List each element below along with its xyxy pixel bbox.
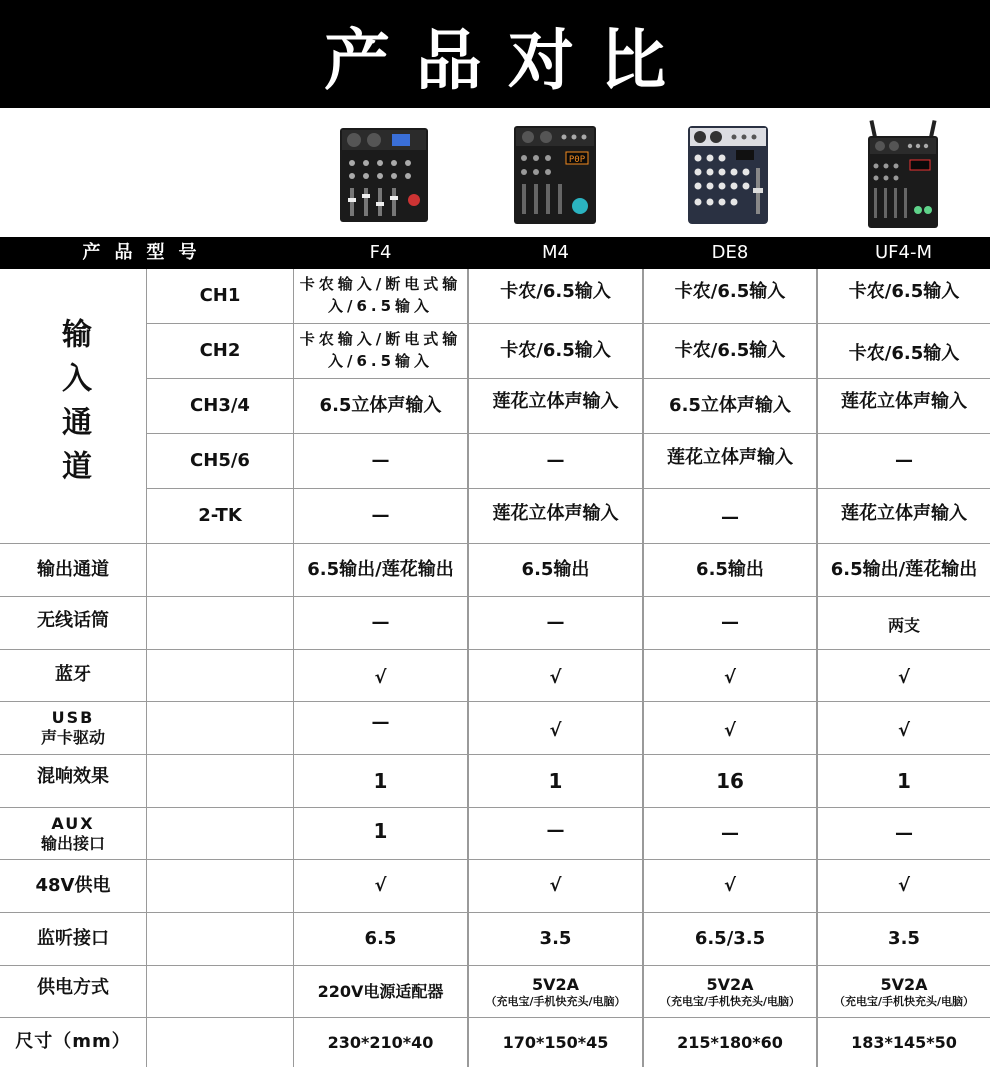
usb-label-line1: USB: [51, 708, 95, 727]
usb-label-stack: [41, 708, 105, 748]
cell-usb-f4: —: [371, 711, 390, 733]
power-m4-value: 5V2A: [531, 974, 579, 994]
cell-power-uf4m: [818, 966, 990, 1017]
title-banner: [0, 0, 990, 108]
cell-output-uf4m: 6.5输出/莲花输出: [830, 558, 978, 580]
cell-size-m4: 170*150*45: [502, 1032, 609, 1052]
cell-monitor-de8: 6.5/3.5: [694, 927, 766, 949]
cell-aux-m4: —: [546, 819, 565, 841]
row-label-power: 供电方式: [37, 976, 109, 998]
power-uf4m-stack: [834, 975, 974, 1009]
cell-ch1-m4: 卡农/6.5输入: [500, 280, 611, 302]
aux-label-line2: 输出接口: [40, 833, 105, 853]
row-label-reverb: 混响效果: [37, 765, 109, 787]
row-label-aux: [0, 808, 146, 859]
power-m4-note: （充电宝/手机快充头/电脑）: [485, 994, 626, 1008]
model-label: 产品型号: [82, 242, 211, 263]
cell-monitor-m4: 3.5: [539, 927, 572, 949]
cell-ch56-de8: 莲花立体声输入: [667, 446, 793, 468]
cell-size-f4: 230*210*40: [327, 1032, 434, 1052]
power-de8-note: （充电宝/手机快充头/电脑）: [659, 994, 801, 1008]
cell-bluetooth-de8: √: [723, 667, 736, 689]
cell-ch34-de8: 6.5立体声输入: [669, 394, 791, 416]
cell-output-m4: 6.5输出: [521, 558, 590, 580]
cell-ch56-m4: —: [546, 449, 565, 471]
row-label-ch1: CH1: [199, 284, 241, 306]
row-label-bluetooth: 蓝牙: [55, 664, 91, 686]
cell-bluetooth-f4: √: [374, 667, 387, 689]
row-label-usb: [0, 702, 146, 754]
cell-48v-f4: √: [374, 874, 387, 896]
cell-monitor-uf4m: 3.5: [888, 927, 920, 949]
aux-label-line1: AUX: [51, 813, 95, 833]
row-label-ch34: CH3/4: [190, 394, 250, 416]
product-image-de8: [686, 118, 770, 228]
usb-label-line2: 声卡驱动: [40, 728, 105, 747]
cell-bluetooth-uf4m: √: [897, 667, 910, 689]
power-m4-stack: [485, 975, 625, 1009]
cell-monitor-f4: 6.5: [364, 927, 397, 949]
cell-aux-de8: —: [721, 822, 739, 844]
cell-reverb-de8: 16: [716, 768, 744, 793]
cell-usb-de8: √: [723, 719, 736, 741]
power-uf4m-value: 5V2A: [880, 974, 928, 994]
cell-reverb-m4: 1: [548, 768, 563, 793]
cell-ch2-m4: 卡农/6.5输入: [500, 339, 611, 361]
model-de8: DE8: [711, 242, 749, 263]
svg-text:P0P: P0P: [568, 155, 586, 165]
product-image-uf4m: [866, 118, 940, 228]
row-label-output: 输出通道: [37, 558, 109, 580]
cell-ch34-uf4m: 莲花立体声输入: [841, 390, 967, 412]
cell-ch2-de8: 卡农/6.5输入: [674, 339, 786, 361]
cell-ch1-de8: 卡农/6.5输入: [674, 280, 786, 302]
input-group-text: 输入通道: [56, 318, 91, 494]
cell-wireless-de8: —: [721, 611, 739, 633]
product-image-f4: [336, 118, 432, 228]
power-uf4m-note: （充电宝/手机快充头/电脑）: [833, 994, 975, 1008]
cell-usb-m4: √: [549, 719, 562, 741]
model-m4: M4: [542, 242, 569, 263]
power-de8-stack: [660, 975, 800, 1009]
input-channel-group-label: [0, 269, 146, 543]
cell-output-f4: 6.5输出/莲花输出: [307, 558, 454, 580]
cell-ch1-uf4m: 卡农/6.5输入: [848, 280, 960, 302]
cell-48v-de8: √: [723, 874, 736, 896]
cell-ch56-f4: —: [371, 449, 390, 471]
model-f4: F4: [369, 242, 392, 263]
product-image-m4: [512, 118, 598, 228]
cell-48v-uf4m: √: [897, 874, 910, 896]
cell-size-uf4m: 183*145*50: [851, 1032, 957, 1052]
aux-label-stack: [41, 814, 105, 854]
cell-ch34-f4: 6.5立体声输入: [319, 394, 442, 416]
row-label-wireless-mic: 无线话筒: [37, 609, 109, 631]
model-header-bar: [0, 237, 990, 269]
cell-2tk-uf4m: 莲花立体声输入: [841, 502, 967, 524]
row-label-ch2: CH2: [199, 339, 241, 361]
row-label-monitor: 监听接口: [37, 927, 109, 949]
cell-2tk-m4: 莲花立体声输入: [492, 502, 619, 524]
row-label-size: 尺寸（mm）: [15, 1031, 131, 1053]
cell-reverb-f4: 1: [373, 768, 388, 793]
row-label-ch56: CH5/6: [190, 449, 250, 471]
cell-aux-uf4m: —: [895, 822, 913, 844]
row-label-2tk: 2-TK: [198, 504, 242, 526]
cell-output-de8: 6.5输出: [696, 558, 764, 580]
cell-wireless-f4: —: [371, 611, 390, 633]
comparison-table: [0, 269, 990, 1067]
cell-ch34-m4: 莲花立体声输入: [492, 390, 619, 412]
cell-power-f4: 220V电源适配器: [317, 981, 444, 1001]
cell-wireless-m4: —: [546, 611, 565, 633]
cell-bluetooth-m4: √: [549, 667, 562, 689]
model-uf4m: UF4-M: [874, 242, 932, 263]
cell-ch56-uf4m: —: [895, 449, 913, 471]
cell-ch2-f4: 卡农输入/断电式输入/6.5输入: [299, 330, 462, 370]
cell-reverb-uf4m: 1: [897, 768, 911, 793]
cell-2tk-f4: —: [371, 504, 390, 526]
cell-power-m4: [469, 966, 642, 1017]
cell-ch1-f4: 卡农输入/断电式输入/6.5输入: [299, 275, 462, 315]
cell-wireless-uf4m: 两支: [887, 616, 920, 635]
page-title: 产品对比: [324, 21, 692, 99]
cell-aux-f4: 1: [373, 818, 388, 843]
cell-ch2-uf4m: 卡农/6.5输入: [848, 342, 960, 364]
cell-usb-uf4m: √: [897, 719, 910, 741]
cell-2tk-de8: —: [721, 506, 739, 528]
cell-power-de8: [644, 966, 816, 1017]
cell-48v-m4: √: [549, 874, 562, 896]
power-de8-value: 5V2A: [706, 974, 754, 994]
row-label-48v: 48V供电: [35, 874, 111, 896]
cell-size-de8: 215*180*60: [677, 1032, 783, 1052]
